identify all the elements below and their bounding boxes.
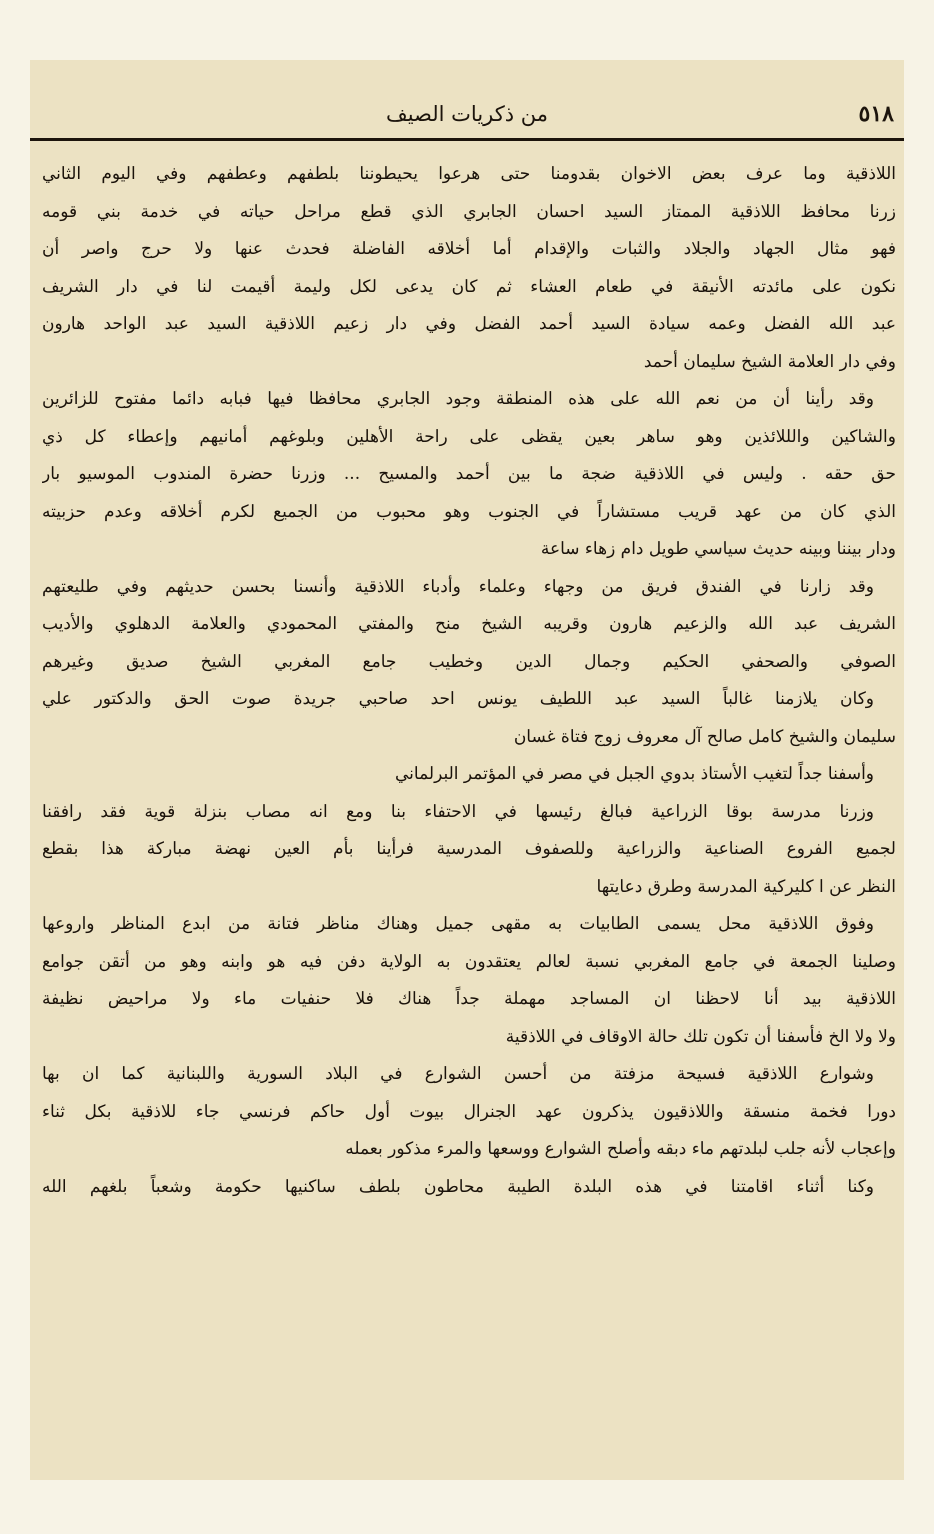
page-body-text [42, 156, 896, 1206]
text-line: حق حقه . وليس في اللاذقية ضجة ما بين أحمد والمسيح ... وزرنا حضرة المندوب الموسيو بار [42, 464, 896, 484]
text-line: وشوارع اللاذقية فسيحة مزفتة من أحسن الشوارع في البلاد السورية واللبنانية كما ان بها [42, 1064, 874, 1084]
text-line: الشريف عبد الله والزعيم هارون وقريبه الشيخ منح والمفتي المحمودي والعلامة الدهلوي والأديب [42, 614, 896, 634]
text-line: ودار بيننا وبينه حديث سياسي طويل دام زهاء ساعة [540, 539, 896, 559]
text-line: وقد رأينا أن من نعم الله على هذه المنطقة وجود الجابري محافظا فيها فبابه دائما مفتوح للزائرين [42, 389, 874, 409]
text-line: النظر عن ا كليركية المدرسة وطرق دعايتها [596, 876, 896, 897]
text-line: الذي كان من عهد قريب مستشاراً في الجنوب وهو محبوب من الجميع لكرم أخلاقه وعدم حزبيته [42, 501, 896, 522]
text-line: الصوفي والصحفي الحكيم وجمال الدين وخطيب جامع المغربي الشيخ صديق وغيرهم [42, 651, 896, 672]
text-line: عبد الله الفضل وعمه سيادة السيد أحمد الفضل وفي دار زعيم اللاذقية السيد عبد الواحد هارون [42, 314, 896, 334]
text-line: دورا فخمة منسقة واللاذقيون يذكرون عهد الجنرال بيوت أول حاكم فرنسي جاء للاذقية بكل ثناء [42, 1101, 896, 1122]
text-line: وأسفنا جداً لتغيب الأستاذ بدوي الجبل في مصر في المؤتمر البرلماني [395, 764, 874, 784]
header-rule [30, 138, 904, 141]
text-line: ولا ولا الخ فأسفنا أن تكون تلك حالة الاوقاف في اللاذقية [505, 1026, 896, 1047]
running-title: من ذكريات الصيف [385, 102, 549, 126]
text-line: فهو مثال الجهاد والجلاد والثبات والإقدام أما أخلاقه الفاضلة فحدث عنها ولا حرج واصر أن [42, 239, 896, 259]
text-line: زرنا محافظ اللاذقية الممتاز السيد احسان الجابري الذي قطع مراحل حياته في خدمة بني قومه [42, 201, 896, 222]
text-line: اللاذقية وما عرف بعض الاخوان بقدومنا حتى هرعوا يحيطوننا بلطفهم وعطفهم وفي اليوم الثاني [42, 164, 896, 184]
page-header [40, 90, 894, 138]
text-line: وصلينا الجمعة في جامع المغربي نسبة لعالم يعتقدون به الولاية دفن فيه هو وابنه وهو من أتقن جوامع [42, 951, 896, 972]
text-line: وكنا أثناء اقامتنا في هذه البلدة الطيبة محاطون بلطف ساكنيها حكومة وشعباً بلغهم الله [42, 1176, 874, 1197]
page-number: ٥١٨ [858, 101, 894, 127]
text-line: اللاذقية بيد أنا لاحظنا ان المساجد مهملة جداً هناك فلا حنفيات ماء ولا مراحيض نظيفة [42, 989, 896, 1009]
text-line: وكان يلازمنا غالباً السيد عبد اللطيف يونس احد صاحبي جريدة صوت الحق والدكتور علي [42, 689, 874, 709]
text-line: وفي دار العلامة الشيخ سليمان أحمد [643, 351, 896, 372]
text-line: وقد زارنا في الفندق فريق من وجهاء وعلماء وأدباء اللاذقية وأنسنا بحسن حديثهم وفي طليعتهم [42, 576, 874, 597]
text-line: نكون على مائدته الأنيقة في طعام العشاء ثم كان يدعى لكل وليمة أقيمت لنا في دار الشريف [42, 276, 896, 297]
text-line: وزرنا مدرسة بوقا الزراعية فبالغ رئيسها في الاحتفاء بنا ومع انه مصاب بنزلة قوية فقد رافقنا [42, 801, 874, 822]
book-page [30, 60, 904, 1480]
text-line: سليمان والشيخ كامل صالح آل معروف زوج فتاة غسان [513, 726, 896, 747]
text-line: لجميع الفروع الصناعية والزراعية وللصفوف المدرسية فرأينا بأم العين نهضة مباركة هذا بقطع [42, 839, 896, 859]
text-line: والشاكين والللائذين وهو ساهر بعين يقظى على راحة الأهلين وبلوغهم أمانيهم وإعطاء كل ذي [42, 426, 896, 447]
text-line: وإعجاب لأنه جلب لبلدتهم ماء دبقه وأصلح الشوارع ووسعها والمرء مذكور بعمله [345, 1139, 896, 1159]
text-line: وفوق اللاذقية محل يسمى الطابيات به مقهى جميل وهناك مناظر فتانة من ابدع المناظر واروعها [42, 914, 874, 934]
